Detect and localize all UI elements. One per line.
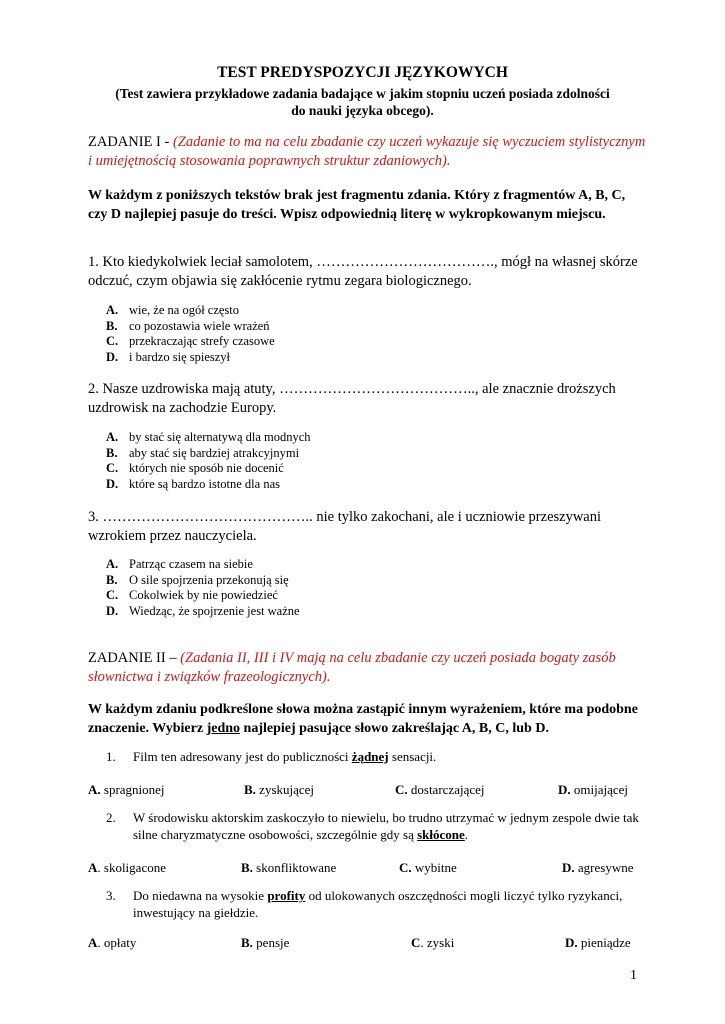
answer-b[interactable]: B. pensje bbox=[241, 935, 290, 950]
answer-d[interactable]: D. pieniądze bbox=[565, 935, 631, 950]
answer-b[interactable]: B. zyskującej bbox=[244, 782, 315, 797]
task2-instruction: W każdym zdaniu podkreślone słowa można zastąpić innym wyrażeniem, które ma podobne znaczenie. Wybierz jedno najlepiej pasujące słowo zakreślając A, B, C, lub D. bbox=[88, 702, 638, 736]
underlined-word: jedno bbox=[206, 721, 241, 736]
option-b[interactable]: B. O sile spojrzenia przekonują się bbox=[106, 572, 289, 587]
task2-question-1: 1. Film ten adresowany jest do publiczności żądnej sensacji. bbox=[106, 749, 437, 764]
underlined-word: skłócone bbox=[417, 827, 465, 842]
option-c[interactable]: C. których nie sposób nie docenić bbox=[106, 461, 284, 475]
task1-question-2-options bbox=[106, 430, 311, 492]
task2-question-3: 3. Do niedawna na wysokie profity od ulokowanych oszczędności mogli liczyć tylko ryzykanci, inwestujący na giełdzie. bbox=[106, 888, 623, 920]
option-c[interactable]: C. przekraczając strefy czasowe bbox=[106, 334, 275, 348]
task2-question-3-answers bbox=[88, 935, 648, 952]
underlined-word: profity bbox=[267, 888, 306, 903]
task2-question-2-answers bbox=[88, 860, 648, 877]
task1-question-3: 3. …………………………………….. nie tylko zakochani, ale i uczniowie przeszywani wzrokiem przez nauczyciela. bbox=[88, 509, 602, 544]
task1-question-1: 1. Kto kiedykolwiek leciał samolotem, ………………………………., mógł na własnej skórze odczuć, czym objawia się zakłócenie rytmu zegara biologicznego. bbox=[88, 254, 638, 289]
answer-c[interactable]: C. zyski bbox=[411, 935, 455, 950]
answer-c[interactable]: C. dostarczającej bbox=[395, 782, 485, 797]
page-title: TEST PREDYSPOZYCJI JĘZYKOWYCH bbox=[217, 64, 508, 81]
task2-label: ZADANIE II – bbox=[88, 650, 181, 666]
task1-question-3-options bbox=[106, 557, 300, 619]
task1-question-2: 2. Nasze uzdrowiska mają atuty, ………………………………….., ale znacznie droższych uzdrowisk na zachodzie Europy. bbox=[88, 381, 616, 416]
task2-note: (Zadania II, III i IV mają na celu zbadanie czy uczeń posiada bogaty zasób słownictwa i związków frazeologicznych). bbox=[88, 650, 616, 685]
task2-question-2: 2. W środowisku aktorskim zaskoczyło to niewielu, bo trudno utrzymać w jednym zespole dwie tak silne charyzmatyczne osobowości, szczególnie gdy są skłócone. bbox=[106, 810, 639, 842]
underlined-word: żądnej bbox=[351, 749, 389, 764]
answer-a[interactable]: A. skoligacone bbox=[88, 860, 166, 875]
task2-heading bbox=[88, 649, 648, 687]
answer-d[interactable]: D. agresywne bbox=[562, 860, 634, 875]
option-d[interactable]: D. i bardzo się spieszył bbox=[106, 349, 231, 364]
option-d[interactable]: D. Wiedząc, że spojrzenie jest ważne bbox=[106, 603, 300, 618]
task1-heading bbox=[88, 133, 648, 171]
page-number: 1 bbox=[630, 968, 637, 983]
subtitle-line-1: (Test zawiera przykładowe zadania badające w jakim stopniu uczeń posiada zdolności bbox=[115, 86, 610, 101]
option-b[interactable]: B. co pozostawia wiele wrażeń bbox=[106, 318, 270, 333]
option-b[interactable]: B. aby stać się bardziej atrakcyjnymi bbox=[106, 445, 300, 460]
answer-a[interactable]: A. opłaty bbox=[88, 935, 137, 950]
option-a[interactable]: A. by stać się alternatywą dla modnych bbox=[106, 430, 311, 444]
task1-label: ZADANIE I - bbox=[88, 134, 173, 150]
option-a[interactable]: A. wie, że na ogół często bbox=[106, 303, 240, 317]
answer-a[interactable]: A. spragnionej bbox=[88, 782, 165, 797]
task1-instruction: W każdym z poniższych tekstów brak jest fragmentu zdania. Który z fragmentów A, B, C, czy D najlepiej pasuje do treści. Wpisz odpowiednią literę w wykropkowanym miejscu. bbox=[88, 188, 626, 222]
answer-b[interactable]: B. skonfliktowane bbox=[241, 860, 337, 875]
option-c[interactable]: C. Cokolwiek by nie powiedzieć bbox=[106, 588, 278, 602]
answer-c[interactable]: C. wybitne bbox=[399, 860, 457, 875]
option-d[interactable]: D. które są bardzo istotne dla nas bbox=[106, 476, 280, 491]
subtitle-line-2: do nauki języka obcego). bbox=[291, 103, 434, 118]
task2-question-1-answers bbox=[88, 782, 648, 799]
task1-note: (Zadanie to ma na celu zbadanie czy uczeń wykazuje się wyczuciem stylistycznym i umiejętnością stosowania poprawnych struktur zdaniowych). bbox=[88, 134, 646, 169]
answer-d[interactable]: D. omijającej bbox=[558, 782, 629, 797]
task1-question-1-options bbox=[106, 303, 275, 365]
option-a[interactable]: A. Patrząc czasem na siebie bbox=[106, 557, 253, 571]
